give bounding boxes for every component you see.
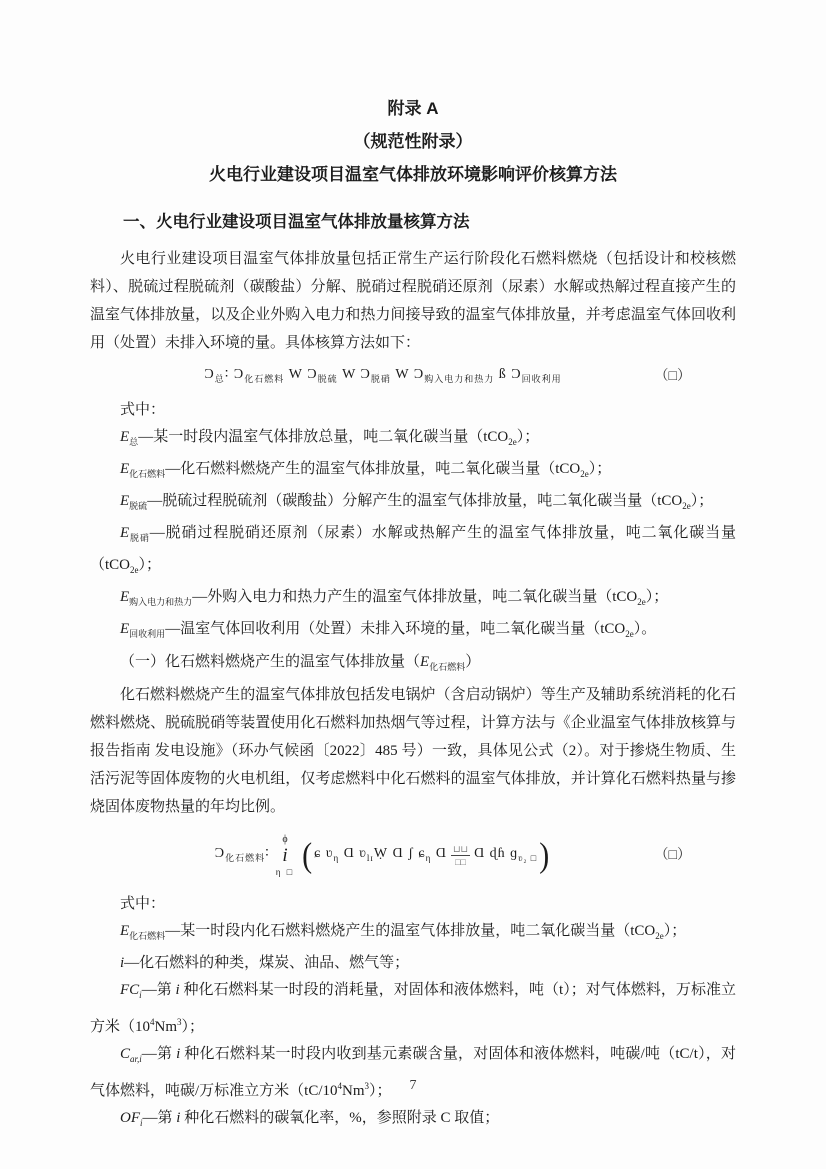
subsection-heading: （一）化石燃料燃烧产生的温室气体排放量$(E_{化石燃料})$ — [120, 653, 481, 672]
formula-2 — [90, 827, 691, 885]
section-heading: 一、火电行业建设项目温室气体排放量核算方法 — [123, 213, 470, 231]
where-label-1: 式中： — [120, 401, 166, 418]
formula-2-lhs: $Ɔ_{化石燃料}∶$ — [214, 845, 270, 863]
definition-c-carbon-content: $C_{ar,i}—$第 i 种化石燃料某一时段内收到基元素碳含量，对固体和液体燃料，吨碳/吨（tC/t），对气体燃料，吨碳/万标准立方米$(tC/10^4Nm^3)$； — [90, 1045, 736, 1099]
fraction — [451, 844, 470, 867]
definition-e-desulfurization: $E_{脱硫}—$脱硫过程脱硫剂（碳酸盐）分解产生的温室气体排放量，吨二氧化碳当量（tCO$_{2e}$）； — [120, 492, 714, 511]
where-label-2: 式中： — [120, 895, 166, 912]
fraction-denominator: □□ — [455, 857, 466, 868]
definition-e-total: $E_总—$某一时段内温室气体排放总量，吨二氧化碳当量（tCO$_{2e}$）； — [120, 428, 540, 447]
definition-e-fossil-2: $E_{化石燃料}—$某一时段内化石燃料燃烧产生的温室气体排放量，吨二氧化碳当量（tCO$_{2e}$）； — [120, 922, 687, 941]
definition-e-fossil: $E_{化石燃料}—$化石燃料燃烧产生的温室气体排放量，吨二氧化碳当量（tCO$_{2e}$）； — [120, 460, 612, 479]
definition-e-denitration: $E_{脱硝}—$脱硝过程脱硝还原剂（尿素）水解或热解产生的温室气体排放量，吨二氧化碳当量（tCO$_{2e}$）； — [90, 524, 736, 575]
formula-2-number: （□） — [654, 847, 691, 863]
summation-index: i — [282, 844, 288, 866]
definition-fc-consumption: $FC_i—$第 i 种化石燃料某一时段的消耗量，对固体和液体燃料，吨（t）；对气体燃料，万标准立方米$(10^4Nm^3)$； — [90, 981, 736, 1035]
formula-1 — [90, 360, 691, 394]
paragraph-intro: 火电行业建设项目温室气体排放量包括正常生产运行阶段化石燃料燃烧（包括设计和校核燃料）、脱硫过程脱硫剂（碳酸盐）分解、脱硝过程脱硝还原剂（尿素）水解或热解过程直接产生的温室气体排放量，以及企业外购入电力和热力间接导致的温室气体排放量，并考虑温室气体回收利用（处置）未排入环境的量。具体核算方法如下： — [90, 251, 736, 351]
formula-2-terms: ɕ ʋ$_\eta$ Ɑ ʋ$_{lɪ}$Ẉ Ɑ ʃ ɕ$_\eta$ Ɑ — [314, 845, 447, 863]
page-number: 7 — [409, 1078, 417, 1093]
formula-1-number: （□） — [654, 368, 691, 384]
fraction-numerator: ⊔⊔ — [452, 844, 469, 855]
page-content — [90, 92, 736, 1137]
summation-symbol — [276, 835, 294, 877]
appendix-title: 附录 A — [387, 99, 439, 118]
summation-upper-limit: ϕ — [282, 833, 288, 845]
paragraph-fossil-fuel: 化石燃料燃烧产生的温室气体排放包括发电锅炉（含启动锅炉）等生产及辅助系统消耗的化石燃料燃烧、脱硫脱硝等装置使用化石燃料加热烟气等过程，计算方法与《企业温室气体排放核算与报告指南 发电设施》（环办气候函〔2022〕485 号）一致，具体见公式（2）。对于掺烧生物质、生活污泥等固体废物的火电机组，仅考虑燃料中化石燃料的温室气体排放，并计算化石燃料热量与掺烧固体废物热量的年均比例。 — [90, 686, 736, 815]
definition-e-recycling: $E_{回收利用}—$温室气体回收利用（处置）未排入环境的量，吨二氧化碳当量（tCO$_{2e}$）。 — [120, 620, 657, 639]
document-title: 火电行业建设项目温室气体排放环境影响评价核算方法 — [209, 165, 617, 184]
formula-1-expression: $Ɔ_总∶$ $Ɔ_{化石燃料}$ W $Ɔ_{脱硫}$ W $Ɔ_{脱硝}$ W $Ɔ_{购入电力和热力}$ ß $Ɔ_{回收利用}$ — [204, 367, 562, 384]
close-parenthesis: ) — [539, 836, 550, 875]
definition-e-purchased-power-heat: $E_{购入电力和热力}—$外购入电力和热力产生的温室气体排放量，吨二氧化碳当量（tCO$_{2e}$）； — [120, 588, 669, 607]
appendix-normative-subtitle: （规范性附录） — [353, 132, 473, 151]
open-parenthesis: ( — [302, 836, 313, 875]
definition-of-oxidation-rate: $OF_i—$第 i 种化石燃料的碳氧化率，%，参照附录 C 取值； — [120, 1109, 500, 1128]
definition-i-fuel-type: i—化石燃料的种类，煤炭、油品、燃气等； — [120, 954, 410, 971]
formula-2-tail-terms: Ɑ ɖɦ ɡ$_{ʋ_2 □}$ — [474, 845, 538, 863]
summation-lower-limit: η □ — [275, 866, 295, 877]
